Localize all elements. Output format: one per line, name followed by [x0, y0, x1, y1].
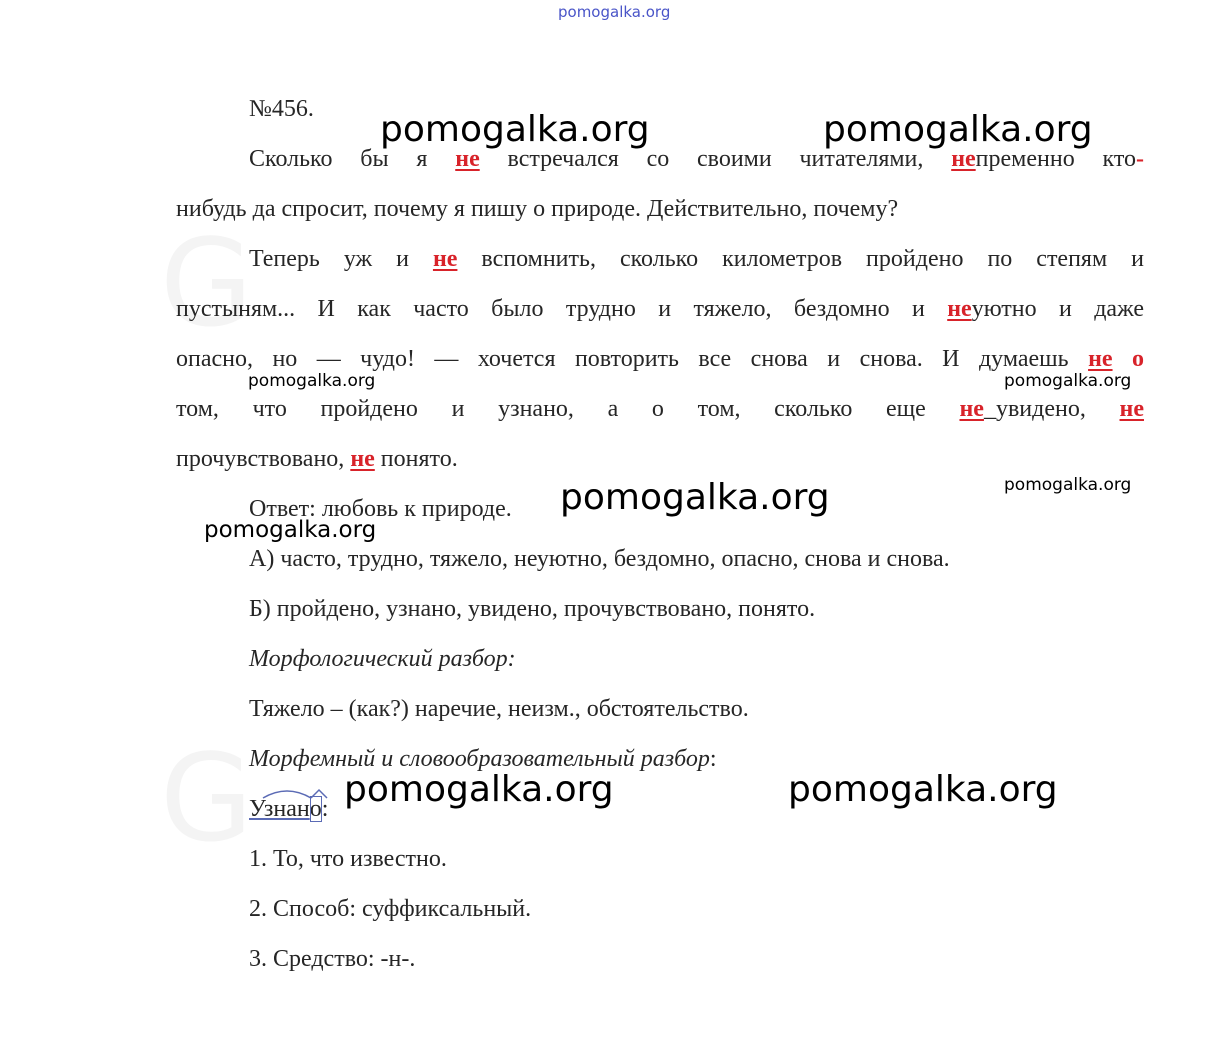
- morpheme-marks-icon: [249, 786, 349, 800]
- watermark-big-1: pomogalka.org: [380, 109, 650, 150]
- watermark-big-2: pomogalka.org: [823, 109, 1093, 150]
- paragraph-2-line-1: Теперь уж и не вспомнить, сколько километров пройдено по степям и: [249, 246, 1144, 272]
- watermark-small-4: pomogalka.org: [204, 517, 377, 543]
- morphemic-title: Морфемный и словообразовательный разбор: [249, 746, 710, 772]
- task-number: №456.: [249, 96, 314, 122]
- negation-prefix: не: [951, 146, 976, 172]
- watermark-big-5: pomogalka.org: [788, 769, 1058, 810]
- paragraph-1-line-2: нибудь да спросит, почему я пишу о природе. Действительно, почему?: [176, 196, 899, 222]
- negation-particle: не: [959, 396, 984, 422]
- list-item-1: 1. То, что известно.: [249, 846, 447, 872]
- negation-particle: не: [1088, 346, 1113, 372]
- paragraph-2-line-5: прочувствовано, не понято.: [176, 446, 458, 472]
- answer-b-line: Б) пройдено, узнано, увидено, прочувствовано, понято.: [249, 596, 816, 622]
- negation-particle: не: [455, 146, 480, 172]
- morpheme-word: Узнано:: [249, 794, 328, 824]
- list-item-2: 2. Способ: суффиксальный.: [249, 896, 532, 922]
- watermark-big-3: pomogalka.org: [560, 477, 830, 518]
- watermark-top: pomogalka.org: [558, 3, 671, 21]
- paragraph-2-line-4: том, что пройдено и узнано, а о том, сколько еще не_увидено, не: [176, 396, 1144, 422]
- answer-line: Ответ: любовь к природе.: [249, 496, 512, 522]
- negation-particle: не: [350, 446, 375, 472]
- watermark-small-2: pomogalka.org: [1004, 371, 1132, 391]
- morphological-title: Морфологический разбор:: [249, 646, 516, 672]
- morpheme-stem: Узнан: [249, 796, 310, 822]
- hyphen-mark: -: [1136, 146, 1144, 172]
- watermark-small-1: pomogalka.org: [248, 371, 376, 391]
- negation-particle: не: [432, 246, 458, 272]
- watermark-big-4: pomogalka.org: [344, 769, 614, 810]
- negation-prefix: не: [947, 296, 972, 322]
- morphological-line: Тяжело – (как?) наречие, неизм., обстоятельство.: [249, 696, 749, 722]
- paragraph-1-line-1: Сколько бы я не встречался со своими читателями, непременно кто-: [249, 146, 1144, 172]
- morpheme-word-line: [249, 794, 328, 824]
- watermark-small-3: pomogalka.org: [1004, 475, 1132, 495]
- list-item-3: 3. Средство: -н-.: [249, 946, 416, 972]
- morpheme-ending: о: [309, 796, 322, 822]
- answer-a-line: А) часто, трудно, тяжело, неуютно, бездомно, опасно, снова и снова.: [249, 546, 950, 572]
- negation-particle: не: [1119, 396, 1144, 422]
- ghost-watermark-1: G: [160, 215, 253, 354]
- paragraph-2-line-3: опасно, но — чудо! — хочется повторить все снова и снова. И думаешь не о: [176, 346, 1144, 372]
- ghost-watermark-2: G: [160, 730, 253, 869]
- paragraph-2-line-2: пустыням... И как часто было трудно и тяжело, бездомно и неуютно и даже: [176, 296, 1145, 322]
- morphemic-title-line: Морфемный и словообразовательный разбор:: [249, 746, 717, 772]
